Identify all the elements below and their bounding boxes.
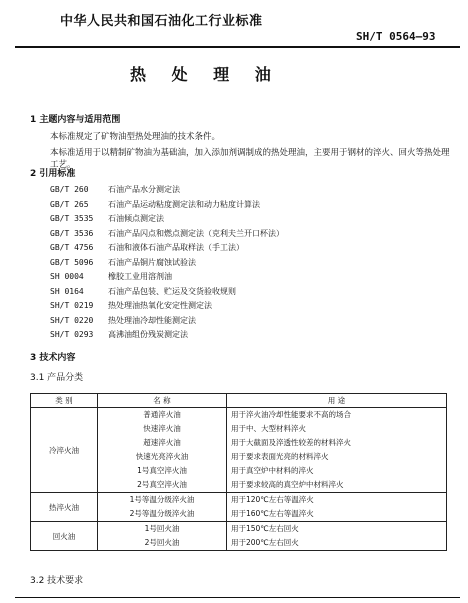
product-name: 快速淬火油 — [143, 424, 181, 433]
reference-item — [50, 213, 450, 228]
reference-list — [50, 184, 450, 344]
reference-title: 石油产品包装、贮运及交货验收规则 — [108, 286, 236, 296]
reference-title: 石油产品闪点和燃点测定法（克利夫兰开口杯法） — [108, 228, 284, 238]
product-name: 2号回火油 — [144, 538, 180, 547]
reference-title: 石油产品水分测定法 — [108, 185, 180, 194]
uses-cell — [227, 522, 447, 551]
product-use: 用于大截面及淬透性较差的材料淬火 — [231, 438, 351, 447]
reference-item — [50, 242, 450, 257]
product-name: 1号真空淬火油 — [137, 466, 187, 475]
reference-title: 石油和液体石油产品取样法（手工法） — [108, 243, 244, 252]
reference-code: SH 0164 — [50, 286, 84, 296]
reference-title: 高沸油组份残炭测定法 — [108, 330, 188, 339]
subsection-3-2: 3.2 技术要求 — [30, 576, 84, 586]
reference-code: SH 0004 — [50, 272, 84, 281]
reference-item — [50, 329, 450, 344]
table-row — [31, 522, 447, 551]
names-cell — [98, 493, 227, 522]
section-3-heading: 3 技术内容 — [30, 353, 76, 363]
section-1-para-1: 本标准规定了矿物油型热处理油的技术条件。 — [50, 132, 221, 142]
reference-code: GB/T 3535 — [50, 214, 94, 223]
reference-title: 石油倾点测定法 — [108, 214, 164, 223]
reference-item — [50, 228, 450, 243]
product-name: 快速光亮淬火油 — [135, 452, 189, 461]
product-name: 2号等温分级淬火油 — [129, 509, 195, 518]
names-cell — [98, 408, 227, 493]
reference-title: 橡胶工业用溶剂油 — [108, 272, 172, 281]
reference-title: 石油产品铜片腐蚀试验法 — [108, 257, 196, 267]
reference-code: GB/T 5096 — [50, 257, 94, 267]
org-title: 中华人民共和国石油化工行业标准 — [60, 14, 263, 29]
reference-item — [50, 300, 450, 315]
reference-code: SH/T 0219 — [50, 301, 94, 310]
col-header-use: 用 途 — [227, 394, 447, 408]
reference-item — [50, 286, 450, 301]
product-use: 用于要求较高的真空炉中材料淬火 — [231, 480, 344, 489]
col-header-name: 名 称 — [98, 394, 227, 408]
col-header-type: 类 别 — [31, 394, 98, 408]
category-cell: 回火油 — [31, 522, 98, 551]
table-row — [31, 493, 447, 522]
product-classification-table — [30, 393, 447, 551]
reference-code: GB/T 265 — [50, 199, 89, 209]
product-use: 用于真空炉中材料的淬火 — [231, 466, 314, 475]
bottom-rule — [15, 597, 460, 598]
reference-item — [50, 199, 450, 214]
category-cell: 冷淬火油 — [31, 408, 98, 493]
header-rule — [15, 46, 460, 48]
product-use: 用于中、大型材料淬火 — [231, 424, 306, 433]
product-name: 普通淬火油 — [143, 410, 181, 419]
product-name: 2号真空淬火油 — [137, 480, 187, 489]
reference-item — [50, 315, 450, 330]
section-2-heading: 2 引用标准 — [30, 169, 76, 179]
product-use: 用于淬火油冷却性能要求不高的场合 — [231, 410, 351, 419]
product-name: 1号等温分级淬火油 — [129, 495, 195, 504]
product-use: 用于200℃左右回火 — [231, 538, 299, 547]
reference-item — [50, 257, 450, 272]
product-use: 用于150℃左右回火 — [231, 524, 299, 533]
reference-item — [50, 184, 450, 199]
reference-code: SH/T 0293 — [50, 330, 94, 339]
reference-code: SH/T 0220 — [50, 315, 94, 325]
section-1-para-2: 本标准适用于以精制矿物油为基础油，加入添加剂调制成的热处理油，主要用于钢材的淬火、回火等热处理工艺。 — [50, 148, 450, 170]
uses-cell — [227, 408, 447, 493]
product-use: 用于120℃左右等温淬火 — [231, 495, 314, 504]
table-row — [31, 408, 447, 493]
reference-item — [50, 271, 450, 286]
product-use: 用于要求表面光亮的材料淬火 — [231, 452, 329, 461]
product-use: 用于160℃左右等温淬火 — [231, 509, 314, 518]
table-header-row — [31, 394, 447, 408]
subsection-3-1: 3.1 产品分类 — [30, 373, 84, 383]
uses-cell — [227, 493, 447, 522]
reference-code: GB/T 4756 — [50, 243, 94, 252]
reference-code: GB/T 3536 — [50, 228, 94, 238]
reference-title: 石油产品运动粘度测定法和动力粘度计算法 — [108, 199, 260, 209]
section-1-heading: 1 主题内容与适用范围 — [30, 115, 121, 125]
product-name: 超速淬火油 — [143, 438, 181, 447]
names-cell — [98, 522, 227, 551]
product-name: 1号回火油 — [144, 524, 180, 533]
reference-title: 热处理油热氧化安定性测定法 — [108, 301, 212, 310]
reference-title: 热处理油冷却性能测定法 — [108, 315, 196, 325]
standard-code: SH/T 0564—93 — [356, 30, 436, 43]
reference-code: GB/T 260 — [50, 185, 89, 194]
category-cell: 热淬火油 — [31, 493, 98, 522]
document-title: 热 处 理 油 — [130, 65, 281, 84]
